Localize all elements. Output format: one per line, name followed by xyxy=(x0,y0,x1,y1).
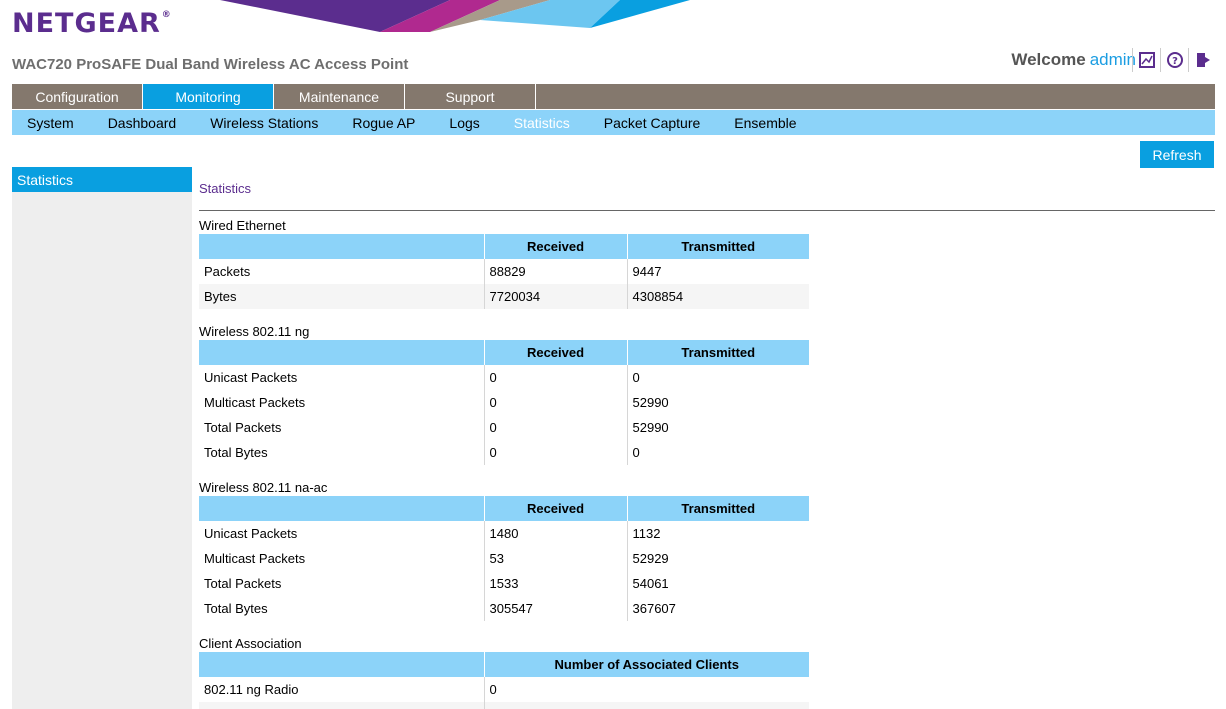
column-header: Number of Associated Clients xyxy=(484,652,809,677)
cell-transmitted: 9447 xyxy=(627,259,809,284)
page-title: Statistics xyxy=(199,181,252,196)
cell-transmitted: 54061 xyxy=(627,571,809,596)
subtab-system[interactable]: System xyxy=(27,114,74,131)
svg-text:?: ? xyxy=(1171,56,1178,67)
row-label: Bytes xyxy=(199,284,484,309)
cell-received: 0 xyxy=(484,440,627,465)
row-label: Total Packets xyxy=(204,420,282,435)
cell-received: 53 xyxy=(484,546,627,571)
table-row xyxy=(199,365,809,390)
product-title: WAC720 ProSAFE Dual Band Wireless AC Access Point xyxy=(12,56,409,73)
tab-configuration[interactable]: Configuration xyxy=(12,84,143,109)
section-title: Client Association xyxy=(199,636,302,651)
username-link[interactable]: admin xyxy=(1089,50,1136,69)
cell-transmitted: 0 xyxy=(627,440,809,465)
column-header xyxy=(199,234,484,259)
column-header xyxy=(199,652,484,677)
row-label: Multicast Packets xyxy=(204,551,306,566)
cell-transmitted: 1132 xyxy=(627,521,809,546)
cell-transmitted: 52990 xyxy=(627,415,809,440)
row-label: Total Packets xyxy=(204,576,282,591)
column-header: Received xyxy=(484,234,627,259)
header-banner-graphic xyxy=(220,0,690,32)
cell-transmitted: 4308854 xyxy=(627,284,809,309)
row-label: Multicast Packets xyxy=(204,395,306,410)
cell-received: 0 xyxy=(484,390,627,415)
help-icon[interactable] xyxy=(1160,48,1188,72)
tab-support[interactable]: Support xyxy=(405,84,536,109)
cell-received: 1480 xyxy=(484,521,627,546)
section-title: Wired Ethernet xyxy=(199,218,286,233)
netgear-logo: NETGEAR® xyxy=(12,8,172,39)
refresh-button[interactable]: Refresh xyxy=(1140,141,1214,168)
table-header-row xyxy=(199,340,809,365)
welcome-text: Welcome admin xyxy=(1011,50,1136,69)
table-row xyxy=(199,546,809,571)
subtab-wireless-stations[interactable]: Wireless Stations xyxy=(210,114,319,131)
cell-client-count: 0 xyxy=(484,677,809,702)
cell-received: 88829 xyxy=(484,259,627,284)
section-client-association xyxy=(199,636,809,709)
sub-nav xyxy=(12,110,1215,135)
column-header xyxy=(199,340,484,365)
table-row xyxy=(199,284,809,309)
subtab-logs[interactable]: Logs xyxy=(449,114,480,131)
sidebar-item-statistics[interactable]: Statistics xyxy=(12,167,192,192)
table-header-row xyxy=(199,496,809,521)
sidebar xyxy=(12,167,192,709)
table-row xyxy=(199,596,809,621)
column-header: Received xyxy=(484,496,627,521)
stats-table xyxy=(199,496,809,621)
column-header: Transmitted xyxy=(627,340,809,365)
subtab-rogue-ap[interactable]: Rogue AP xyxy=(352,114,416,131)
cell-received: 0 xyxy=(484,415,627,440)
table-header-row xyxy=(199,234,809,259)
table-row xyxy=(199,521,809,546)
header-icon-bar xyxy=(1132,48,1216,72)
logout-icon[interactable] xyxy=(1188,48,1216,72)
column-header: Transmitted xyxy=(627,496,809,521)
column-header: Received xyxy=(484,340,627,365)
section-title: Wireless 802.11 na-ac xyxy=(199,480,328,495)
table-row xyxy=(199,677,809,702)
row-label: Unicast Packets xyxy=(204,526,298,541)
tab-maintenance[interactable]: Maintenance xyxy=(274,84,405,109)
cell-received: 0 xyxy=(484,365,627,390)
tab-monitoring[interactable]: Monitoring xyxy=(143,84,274,109)
subtab-statistics[interactable]: Statistics xyxy=(513,114,570,131)
cell-transmitted: 52929 xyxy=(627,546,809,571)
table-row xyxy=(199,571,809,596)
stats-table xyxy=(199,234,809,309)
column-header xyxy=(199,496,484,521)
table-row xyxy=(199,415,809,440)
cell-transmitted: 0 xyxy=(627,365,809,390)
row-label: Unicast Packets xyxy=(204,370,298,385)
cell-received: 1533 xyxy=(484,571,627,596)
subtab-ensemble[interactable]: Ensemble xyxy=(734,114,797,131)
section-wireless-na-ac xyxy=(199,480,809,621)
stats-table xyxy=(199,340,809,465)
cell-transmitted: 52990 xyxy=(627,390,809,415)
cell-transmitted: 367607 xyxy=(627,596,809,621)
row-label: Total Bytes xyxy=(204,445,268,460)
subtab-packet-capture[interactable]: Packet Capture xyxy=(603,114,701,131)
row-label: 802.11 ng Radio xyxy=(204,682,299,697)
table-header-row xyxy=(199,652,809,677)
cell-received: 305547 xyxy=(484,596,627,621)
section-wireless-ng xyxy=(199,324,809,465)
cell-received: 7720034 xyxy=(484,284,627,309)
table-row xyxy=(199,702,809,709)
row-label: Total Bytes xyxy=(204,601,268,616)
column-header: Transmitted xyxy=(627,234,809,259)
main-nav xyxy=(12,84,1215,109)
row-label: Packets xyxy=(204,264,251,279)
stats-table xyxy=(199,652,809,709)
divider xyxy=(199,210,1215,211)
table-row xyxy=(199,259,809,284)
subtab-dashboard[interactable]: Dashboard xyxy=(107,114,177,131)
section-wired-ethernet xyxy=(199,218,809,309)
table-row xyxy=(199,440,809,465)
graph-icon[interactable] xyxy=(1132,48,1160,72)
table-row xyxy=(199,390,809,415)
section-title: Wireless 802.11 ng xyxy=(199,324,310,339)
